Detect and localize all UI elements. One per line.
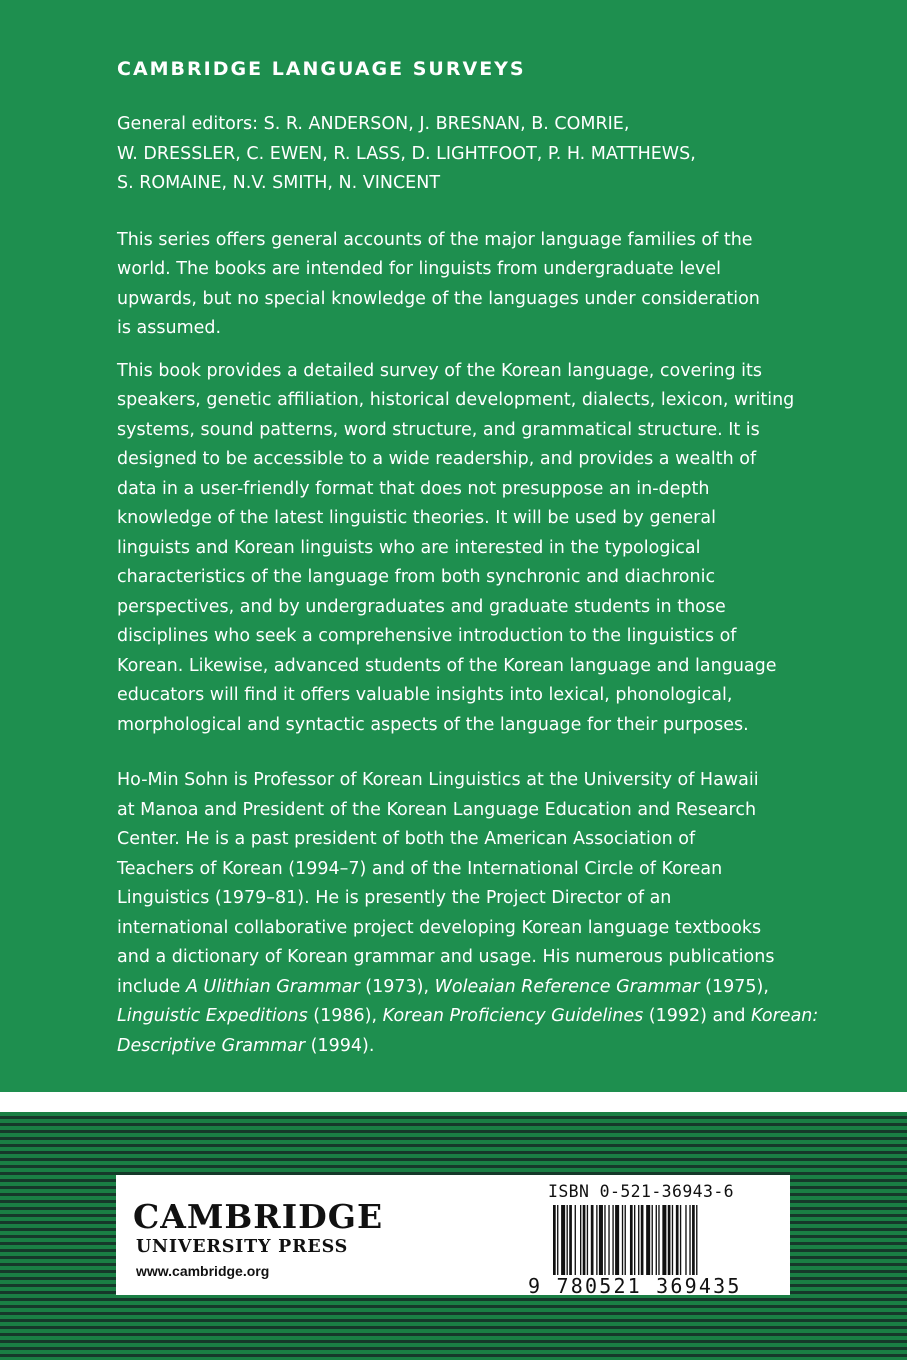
barcode-bar [692,1205,695,1275]
barcode-icon [553,1205,753,1275]
general-editors [117,110,797,199]
book-title: Linguistic Expeditions [117,1006,308,1026]
barcode-bar [656,1205,657,1275]
barcode-bar [591,1205,594,1275]
barcode-bar [596,1205,597,1275]
publications-line: include A Ulithian Grammar (1973), Woleaian Reference Grammar (1975), [117,976,769,997]
barcode-bar [612,1205,613,1275]
text-line: Linguistics (1979–81). He is presently the Project Director of an [117,888,672,908]
barcode-bar [604,1205,605,1275]
divider-stripe [0,1092,907,1112]
editors-line: W. DRESSLER, C. EWEN, R. LASS, D. LIGHTFOOT, P. H. MATTHEWS, [117,143,696,164]
editors-line: S. ROMAINE, N.V. SMITH, N. VINCENT [117,173,441,193]
barcode-bar [680,1205,681,1275]
editors-line: General editors: S. R. ANDERSON, J. BRESNAN, B. COMRIE, [117,114,630,134]
text-line: upwards, but no special knowledge of the languages under consideration [117,288,760,309]
publications-line: Descriptive Grammar (1994). [117,1035,375,1056]
barcode-bar [662,1205,666,1275]
book-title: A Ulithian Grammar [185,976,360,997]
book-title: Korean: [751,1006,819,1026]
barcode-bar [561,1205,565,1275]
text-line: speakers, genetic affiliation, historical development, dialects, lexicon, writing [117,390,795,410]
barcode-bar [625,1205,626,1275]
text-line: perspectives, and by undergraduates and graduate students in those [117,596,726,617]
text-line: linguists and Korean linguists who are interested in the typological [117,537,701,558]
text-line: Korean. Likewise, advanced students of the Korean language and language [117,655,777,676]
barcode-bar [622,1205,623,1275]
text-line: educators will find it offers valuable insights into lexical, phonological, [117,685,733,705]
publications-line: Linguistic Expeditions (1986), Korean Proficiency Guidelines (1992) and Korean: [117,1006,819,1026]
text-line: Ho-Min Sohn is Professor of Korean Linguistics at the University of Hawaii [117,770,759,790]
text-line: and a dictionary of Korean grammar and usage. His numerous publications [117,947,775,967]
text-line: data in a user-friendly format that does not presuppose an in-depth [117,478,710,499]
barcode-bar [587,1205,588,1275]
series-title: CAMBRIDGE LANGUAGE SURVEYS [117,58,526,80]
barcode-bar [696,1205,697,1275]
isbn-label: ISBN 0-521-36943-6 [548,1182,735,1201]
text-line: world. The books are intended for linguists from undergraduate level [117,259,721,279]
barcode-bar [676,1205,679,1275]
barcode-bar [557,1205,558,1275]
text-line: disciplines who seek a comprehensive introduction to the linguistics of [117,626,737,646]
text-line: at Manoa and President of the Korean Language Education and Research [117,799,757,820]
text-line: systems, sound patterns, word structure, and grammatical structure. It is [117,419,760,440]
barcode-bar [599,1205,603,1275]
publisher-box [116,1175,790,1298]
barcode-bar [646,1205,650,1275]
text-line: Center. He is a past president of both the American Association of [117,829,696,849]
book-description [117,357,797,741]
text-line: characteristics of the language from both synchronic and diachronic [117,567,716,587]
publisher-logo-subtitle: UNIVERSITY PRESS [136,1237,349,1257]
barcode-bar [580,1205,581,1275]
barcode-bar [630,1205,633,1275]
publisher-logo-name: CAMBRIDGE [133,1197,384,1236]
barcode-bar [689,1205,690,1275]
text-line: designed to be accessible to a wide readership, and provides a wealth of [117,449,757,469]
back-cover-text [117,58,819,1061]
barcode-bar [652,1205,653,1275]
publisher-url: www.cambridge.org [136,1263,270,1279]
text-line: This series offers general accounts of the major language families of the [117,229,753,250]
barcode-bar [569,1205,572,1275]
barcode-bar [641,1205,644,1275]
barcode-bar [668,1205,671,1275]
text-line: international collaborative project developing Korean language textbooks [117,917,762,938]
book-title: Descriptive Grammar [117,1035,306,1056]
series-description [117,226,797,344]
book-title: Korean Proficiency Guidelines [382,1006,644,1026]
barcode-bar [638,1205,639,1275]
text-line: morphological and syntactic aspects of the language for their purposes. [117,714,749,735]
barcode-bar [672,1205,673,1275]
author-bio [117,766,819,1061]
barcode-bar [634,1205,635,1275]
barcode-bar [615,1205,619,1275]
book-title: Woleaian Reference Grammar [434,976,700,997]
barcode-bar [583,1205,586,1275]
barcode-bar [608,1205,609,1275]
text-line: is assumed. [117,318,222,338]
barcode-bar [575,1205,576,1275]
barcode-bar [567,1205,568,1275]
text-line: This book provides a detailed survey of the Korean language, covering its [117,360,762,381]
text-line: Teachers of Korean (1994–7) and of the International Circle of Korean [117,858,723,879]
barcode-number: 9 780521 369435 [528,1274,742,1298]
text-line: knowledge of the latest linguistic theories. It will be used by general [117,508,716,528]
barcode-bar [658,1205,659,1275]
barcode-bar [685,1205,686,1275]
barcode-bar [553,1205,556,1275]
